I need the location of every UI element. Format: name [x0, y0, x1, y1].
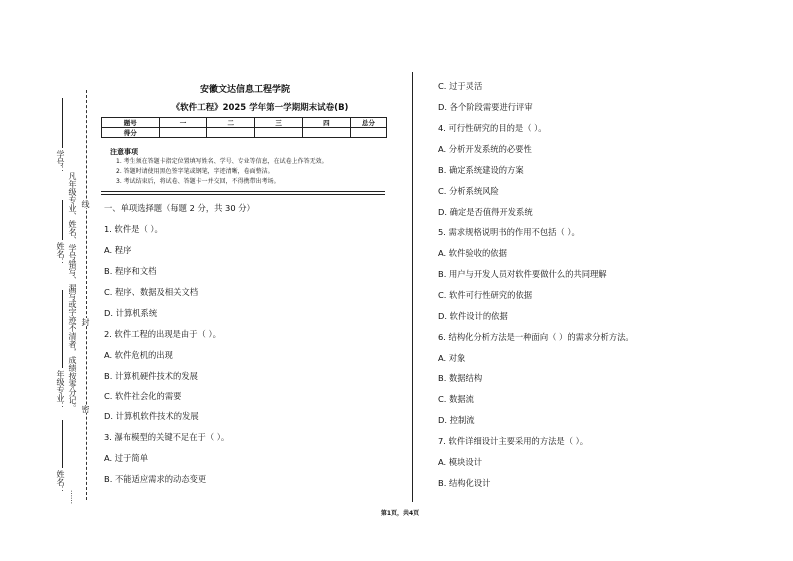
option: D. 确定是否值得开发系统	[438, 207, 533, 217]
option: A. 模块设计	[438, 457, 482, 467]
score-input-cell	[302, 128, 350, 138]
score-cell: 二	[207, 118, 255, 128]
option: C. 软件可行性研究的依据	[438, 290, 533, 300]
score-cell: 总分	[350, 118, 386, 128]
grade-major-line	[62, 290, 63, 368]
option: C. 程序、数据及相关文档	[104, 287, 199, 297]
exam-title: 《软件工程》2025 学年第一学期期末试卷(B)	[171, 103, 349, 113]
option: B. 计算机硬件技术的发展	[104, 371, 198, 381]
option: A. 对象	[438, 353, 466, 363]
notice-item: 3. 考试结束后，将试卷、答题卡一并交回，不得携带出考场。	[116, 178, 280, 185]
option: C. 分析系统风险	[438, 186, 499, 196]
option: A. 程序	[104, 245, 132, 255]
option: C. 软件社会化的需要	[104, 391, 182, 401]
question: 5. 需求规格说明书的作用不包括（ ）。	[438, 227, 580, 237]
question: 2. 软件工程的出现是由于（ ）。	[104, 329, 221, 339]
option: B. 确定系统建设的方案	[438, 165, 524, 175]
score-input-cell	[159, 128, 207, 138]
binding-margin	[0, 90, 100, 504]
score-table-score-row	[102, 128, 387, 138]
binding-warning: 凡年级专业、姓名、学号错写、漏写或字迹不清者，成绩按零分记。	[68, 172, 77, 412]
question: 3. 瀑布模型的关键不足在于（ ）。	[104, 432, 230, 442]
column-divider	[412, 72, 413, 502]
grade-major-label: 年级专业：	[56, 370, 65, 410]
option: D. 计算机系统	[104, 308, 158, 318]
option: D. 计算机软件技术的发展	[104, 411, 199, 421]
score-input-cell	[350, 128, 386, 138]
notice-item: 2. 答题时请使用黑色签字笔或钢笔，字迹清晰，卷面整洁。	[116, 168, 274, 175]
option: B. 程序和文档	[104, 266, 157, 276]
score-cell: 四	[302, 118, 350, 128]
score-cell: 一	[159, 118, 207, 128]
question: 7. 软件详细设计主要采用的方法是（ ）。	[438, 436, 589, 446]
option: D. 控制流	[438, 415, 475, 425]
option: C. 过于灵活	[438, 81, 483, 91]
option: B. 不能适应需求的动态变更	[104, 474, 207, 484]
divider-bottom	[101, 194, 385, 195]
score-table	[101, 117, 387, 138]
divider-top	[101, 191, 385, 192]
notice-section	[110, 147, 400, 187]
name-line-bottom	[62, 420, 63, 468]
option: D. 各个阶段需要进行评审	[438, 102, 533, 112]
score-cell: 三	[255, 118, 303, 128]
name-label: 姓名：	[56, 242, 65, 266]
section-heading: 一、单项选择题（每题 2 分，共 30 分）	[104, 203, 255, 213]
notice-title: 注意事项	[110, 148, 138, 156]
option: B. 数据结构	[438, 373, 483, 383]
option: A. 过于简单	[104, 453, 148, 463]
option: A. 软件危机的出现	[104, 350, 173, 360]
score-input-cell	[255, 128, 303, 138]
question: 1. 软件是（ ）。	[104, 224, 163, 234]
score-cell: 得分	[102, 128, 160, 138]
option: B. 结构化设计	[438, 478, 491, 488]
school-name: 安徽文达信息工程学院	[199, 85, 290, 95]
question: 6. 结构化分析方法是一种面向（ ）的需求分析方法。	[438, 332, 634, 342]
question: 4. 可行性研究的目的是（ ）。	[438, 123, 547, 133]
cut-mark-secret: 密	[81, 405, 90, 413]
option: C. 数据流	[438, 394, 474, 404]
binding-ellipsis: ……	[69, 490, 77, 504]
cut-mark-line: 线	[81, 200, 90, 208]
student-id-label: 学号：	[56, 150, 65, 174]
name-label-bottom: 姓名：	[56, 470, 65, 494]
option: B. 用户与开发人员对软件要做什么的共同理解	[438, 269, 607, 279]
score-table-header-row	[102, 118, 387, 128]
page-number: 第1页，共4页	[380, 510, 420, 517]
name-line	[62, 200, 63, 240]
binding-cut-line	[86, 90, 87, 500]
score-input-cell	[207, 128, 255, 138]
score-cell: 题号	[102, 118, 160, 128]
option: A. 软件验收的依据	[438, 248, 507, 258]
cut-mark-seal: 封	[81, 318, 90, 326]
option: A. 分析开发系统的必要性	[438, 144, 532, 154]
option: D. 软件设计的依据	[438, 311, 508, 321]
student-id-line	[62, 98, 63, 148]
notice-item: 1. 考生须在答题卡指定位置填写姓名、学号、专业等信息，在试卷上作答无效。	[116, 158, 328, 165]
